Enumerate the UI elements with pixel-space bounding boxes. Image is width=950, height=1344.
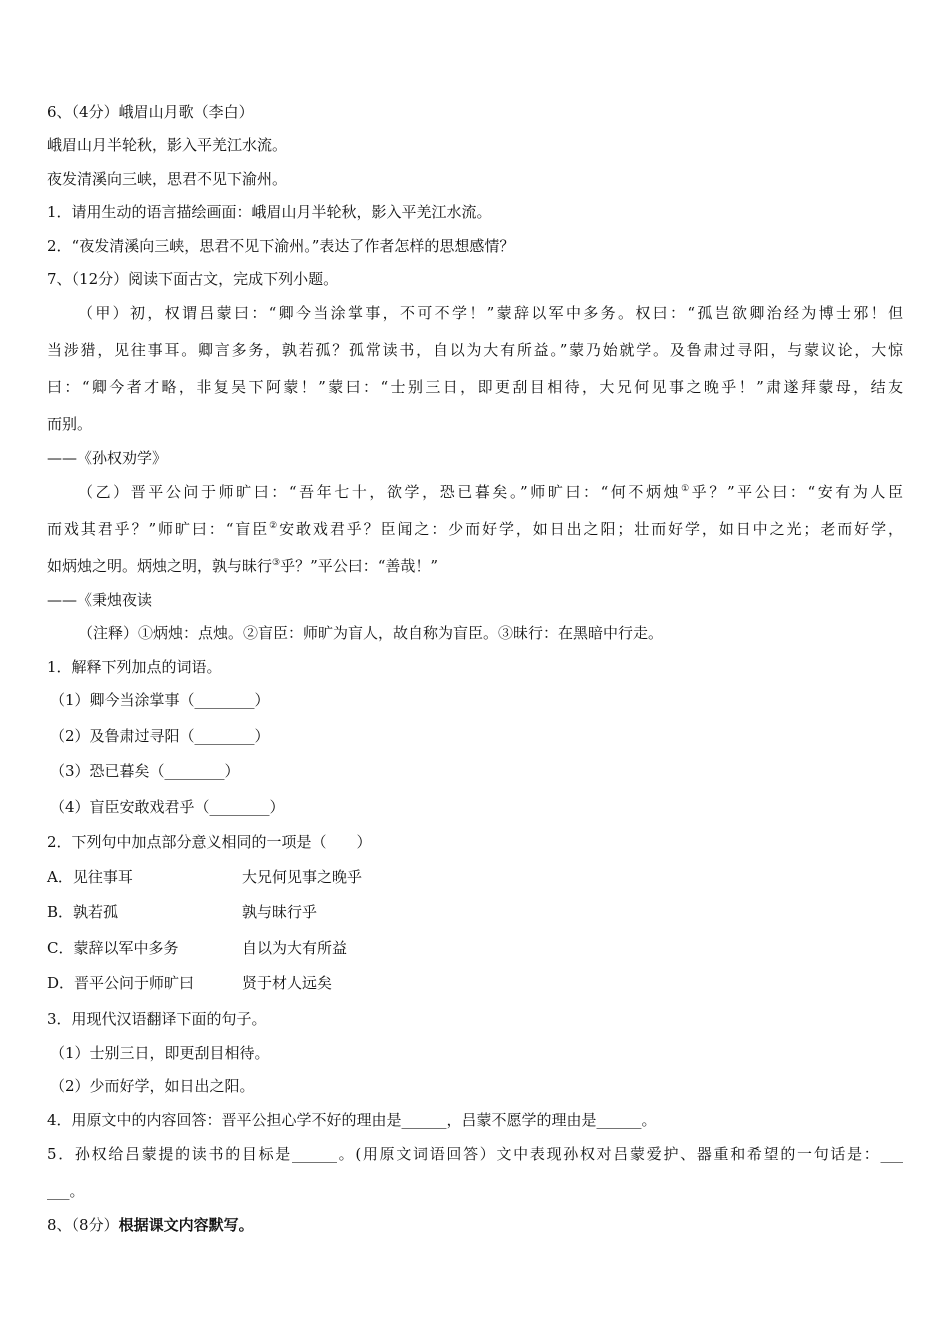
yi-line-1b: 乎？”平公曰：“安有为人臣	[691, 483, 904, 501]
q7-s3-title: 3．用现代汉语翻译下面的句子。	[47, 1010, 267, 1028]
q7-header: 7、（12分）阅读下面古文，完成下列小题。	[47, 270, 339, 288]
passage-yi-source: ——《秉烛夜读	[47, 591, 153, 609]
q8-header	[47, 1215, 254, 1235]
option-b-left: B．孰若孤	[47, 903, 119, 921]
passage-yi-line-2	[47, 519, 903, 539]
poem-line-2: 夜发清溪向三峡，思君不见下渝州。	[47, 170, 288, 188]
q7-s3-item-2: （2）少而好学，如日出之阳。	[50, 1077, 255, 1095]
q7-s5-line-2: ___。	[47, 1182, 85, 1200]
q7-s2-title: 2．下列句中加点部分意义相同的一项是（ ）	[47, 833, 372, 851]
q7-s5-line-1: 5．孙权给吕蒙提的读书的目标是______。(用原文词语回答）文中表现孙权对吕蒙爱护、器重和希望的一句话是：___	[47, 1145, 903, 1163]
yi-line-2a: 而戏其君乎？”师旷曰：“盲臣	[47, 520, 270, 538]
q7-s1-item-2: （2）及鲁肃过寻阳（________）	[50, 727, 270, 745]
annotations: （注释）①炳烛：点烛。②盲臣：师旷为盲人，故自称为盲臣。③昧行：在黑暗中行走。	[78, 624, 664, 642]
q6-header: 6、（4分）峨眉山月歌（李白）	[47, 103, 254, 121]
option-d-left: D．晋平公问于师旷曰	[47, 974, 195, 992]
q6-sub1: 1．请用生动的语言描绘画面：峨眉山月半轮秋，影入平羌江水流。	[47, 203, 492, 221]
passage-jia-line-2: 当涉猎，见往事耳。卿言多务，孰若孤？孤常读书，自以为大有所益。”蒙乃始就学。及鲁肃过寻阳，与蒙议论，大惊	[47, 341, 903, 359]
passage-jia-line-1: （甲）初，权谓吕蒙曰：“卿今当涂掌事，不可不学！”蒙辞以军中多务。权曰：“孤岂欲卿治经为博士邪！但	[78, 304, 903, 322]
note-ref-3: ③	[272, 558, 281, 568]
passage-jia-line-3: 曰：“卿今者才略，非复吴下阿蒙！”蒙曰：“士别三日，即更刮目相待，大兄何见事之晚乎！”肃遂拜蒙母，结友	[47, 378, 903, 396]
passage-yi-line-1	[78, 482, 903, 502]
option-c-right: 自以为大有所益	[242, 939, 348, 957]
poem-line-1: 峨眉山月半轮秋，影入平羌江水流。	[47, 136, 288, 154]
q7-s1-item-3: （3）恐已暮矣（________）	[50, 762, 240, 780]
passage-jia-line-4: 而别。	[47, 415, 93, 433]
yi-line-1a: （乙）晋平公问于师旷曰：“吾年七十，欲学，恐已暮矣。”师旷曰：“何不炳烛	[78, 483, 682, 501]
option-d-right: 贤于材人远矣	[242, 974, 333, 992]
q6-sub2: 2．“夜发清溪向三峡，思君不见下渝州。”表达了作者怎样的思想感情？	[47, 237, 515, 255]
q8-title: 根据课文内容默写。	[118, 1216, 254, 1234]
yi-line-3a: 如炳烛之明。炳烛之明，孰与昧行	[47, 557, 273, 575]
q8-prefix: 8、（8分）	[47, 1216, 119, 1234]
yi-line-2b: 安敢戏君乎？臣闻之：少而好学，如日出之阳；壮而好学，如日中之光；老而好学，	[279, 520, 903, 538]
yi-line-3b: 乎？”平公曰：“善哉！”	[280, 557, 439, 575]
note-ref-2: ②	[269, 521, 280, 531]
passage-jia-source: ——《孙权劝学》	[47, 449, 168, 467]
option-c-left: C．蒙辞以军中多务	[47, 939, 179, 957]
q7-s1-item-4: （4）盲臣安敢戏君乎（________）	[50, 798, 285, 816]
q7-s4: 4．用原文中的内容回答：晋平公担心学不好的理由是______，吕蒙不愿学的理由是______。	[47, 1111, 657, 1129]
q7-s1-item-1: （1）卿今当涂掌事（________）	[50, 691, 270, 709]
option-a-left: A．见往事耳	[47, 868, 133, 886]
note-ref-1: ①	[681, 484, 692, 494]
option-b-right: 孰与昧行乎	[242, 903, 318, 921]
passage-yi-line-3	[47, 556, 438, 576]
q7-s1-title: 1．解释下列加点的词语。	[47, 658, 222, 676]
option-a-right: 大兄何见事之晚乎	[242, 868, 363, 886]
q7-s3-item-1: （1）士别三日，即更刮目相待。	[50, 1044, 270, 1062]
